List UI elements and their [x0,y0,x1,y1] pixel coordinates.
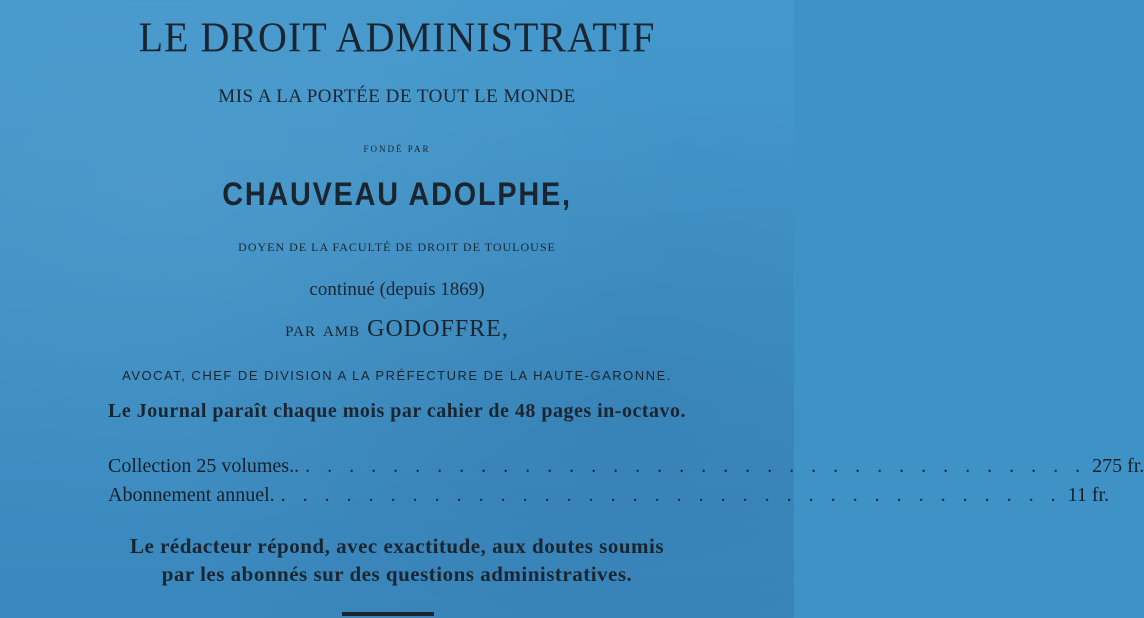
founder-name: CHAUVEAU ADOLPHE, [222,176,572,212]
price-value: 275 fr. [1092,455,1144,477]
document-subtitle: MIS A LA PORTÉE DE TOUT LE MONDE [218,86,576,107]
founder-title: DOYEN DE LA FACULTÉ DE DROIT DE TOULOUSE [238,240,556,254]
price-row-collection [108,455,1144,478]
dot-leader: . . . . . . . . . . . . . . . . . . . . . . . . . . . . . . . . . . . . [280,484,1062,506]
document-title: LE DROIT ADMINISTRATIF [138,13,656,62]
par-abbr: AMB [322,324,361,340]
continuer-name: GODOFFRE, [367,316,509,342]
par-prefix: PAR [285,324,316,340]
price-value: 11 fr. [1067,484,1110,506]
continuer-title: AVOCAT, CHEF DE DIVISION A LA PRÉFECTURE DE LA HAUTE-GARONNE. [122,368,672,383]
continuer-line [0,316,794,343]
continued-label: continué (depuis 1869) [309,279,485,300]
founded-by-label: FONDÉ PAR [363,144,431,154]
closing-line-1: Le rédacteur répond, avec exactitude, aux doutes soumis [130,534,664,558]
bottom-rule [342,612,434,616]
dot-leader: . . . . . . . . . . . . . . . . . . . . . . . . . . . . . . . . . . . . [305,455,1087,477]
closing-line-2: par les abonnés sur des questions administratives. [161,562,633,586]
price-row-abonnement [108,484,1110,507]
price-label: Collection 25 volumes.. [108,455,300,477]
price-label: Abonnement annuel. [108,484,275,506]
journal-notice: Le Journal paraît chaque mois par cahier de 48 pages in-octavo. [108,400,686,422]
